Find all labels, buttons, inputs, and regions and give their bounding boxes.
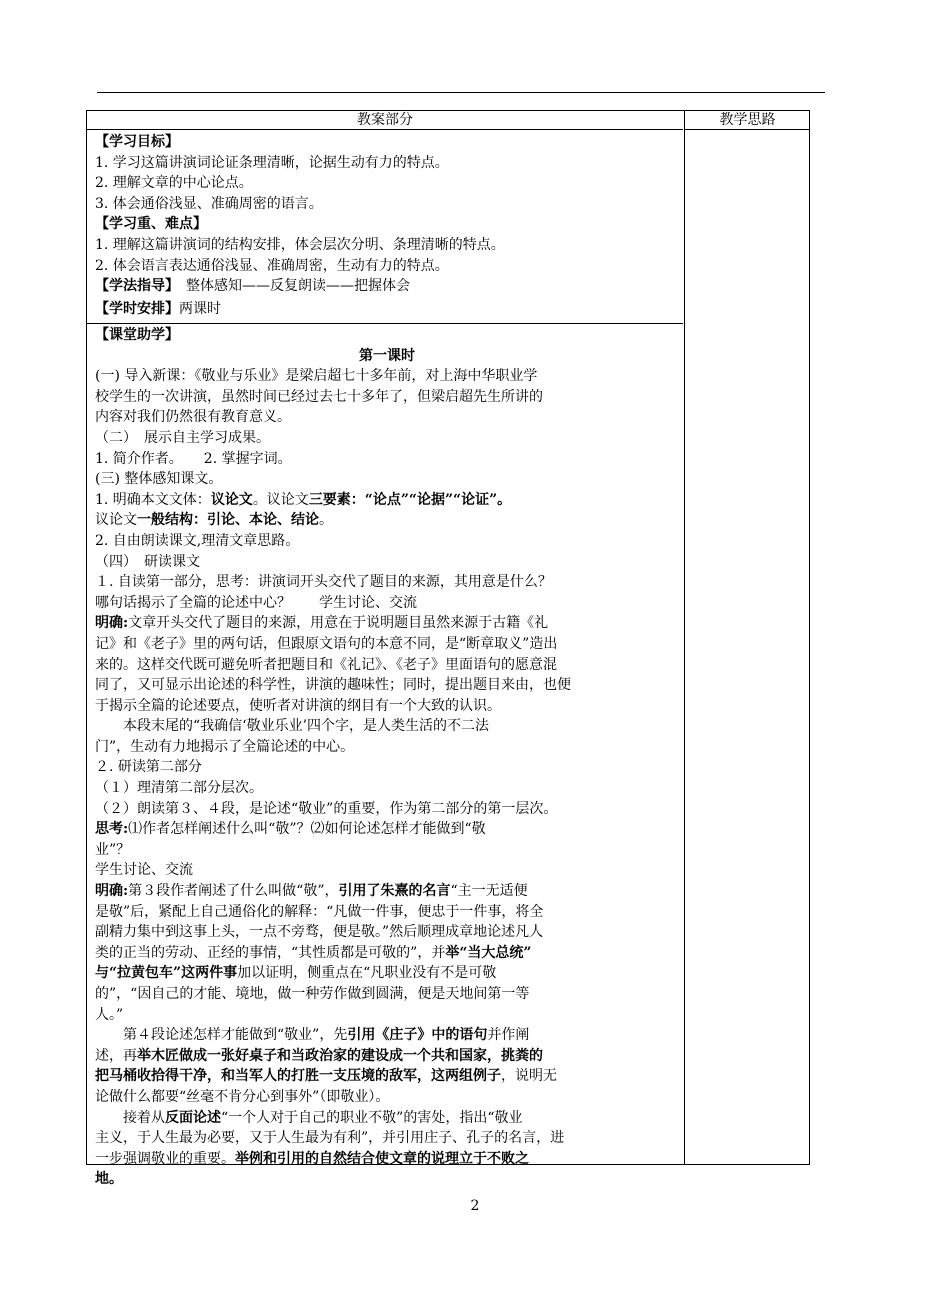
para4-line xyxy=(95,1046,679,1067)
answer-line: 于揭示全篇的论述要点，使听者对讲演的纲目有一个大致的认识。 xyxy=(95,697,501,714)
step-three: (三) 整体感知课文。 xyxy=(95,471,223,488)
para4-text: 第４段论述怎样才能做到“敬业”，先 xyxy=(95,1027,348,1044)
genre-line xyxy=(95,490,679,511)
lesson-plan-column xyxy=(87,111,683,1190)
read-aloud-line: 2. 自由朗读课文,理清文章思路。 xyxy=(95,532,300,549)
think-line xyxy=(95,819,679,840)
answer2-line: 副精力集中到这事上头，一点不旁骛，便是敬。”然后顺理成章地论述凡人 xyxy=(95,924,544,941)
discuss-line: 学生讨论、交流 xyxy=(95,862,193,879)
para5-text: 接着从 xyxy=(95,1109,165,1126)
summary-line: 本段末尾的“我确信‘敬业乐业’四个字，是人类生活的不二法 xyxy=(95,718,490,735)
para4-bold: 引用《庄子》中的语句 xyxy=(347,1027,488,1044)
para5-line xyxy=(95,1108,679,1129)
genre-bold: 议论文 xyxy=(210,491,253,508)
answer-line: 来的。这样交代既可避免听者把题目和《礼记》、《老子》里面语句的愿意混 xyxy=(95,656,557,673)
intro-line: 校学生的一次讲演，虽然时间已经过去七十多年了，但梁启超先生所讲的 xyxy=(95,388,543,405)
answer2-line: 是敬”后，紧配上自己通俗化的解释：“凡做一件事，便忠于一件事，将全 xyxy=(95,903,544,920)
keypoint-item: 2. 体会语言表达通俗浅显、准确周密，生动有力的特点。 xyxy=(95,257,449,274)
schedule-heading: 【学时安排】 xyxy=(95,300,179,317)
step-four: （四） 研读课文 xyxy=(95,553,200,570)
keypoints-heading: 【学习重、难点】 xyxy=(95,216,207,233)
answer-bold: 举“当大总统” xyxy=(445,944,532,961)
objective-item: 1. 学习这篇讲演词论证条理清晰，论据生动有力的特点。 xyxy=(95,154,449,171)
para5-bold: 反面论述 xyxy=(165,1109,221,1126)
column-header-teaching-notes: 教学思路 xyxy=(685,111,810,130)
para5-line xyxy=(95,1149,679,1170)
question-line: 哪句话揭示了全篇的论述中心？ 学生讨论、交流 xyxy=(95,594,417,611)
objective-item: 2. 理解文章的中心论点。 xyxy=(95,175,253,192)
para4-line xyxy=(95,1066,679,1087)
schedule-line xyxy=(95,299,679,320)
answer-text: 文章开头交代了题目的来源，用意在于说明题目虽然来源于古籍《礼 xyxy=(128,615,549,632)
part-two-heading: ２. 研读第二部分 xyxy=(95,759,202,776)
method-heading: 【学法指导】 xyxy=(95,278,172,295)
para5-bold: 举例和引用的自然结合使文章的说理立于不败之 xyxy=(235,1150,529,1167)
intro-line: (一) 导入新课：《敬业与乐业》是梁启超七十多年前，对上海中华职业学 xyxy=(95,368,538,385)
answer-text: 加以证明，侧重点在“凡职业没有不是可敬 xyxy=(237,965,497,982)
objectives-section xyxy=(87,130,683,324)
para4-text: ，说明无 xyxy=(501,1068,557,1085)
part-two-step: （１）理清第二部分层次。 xyxy=(95,780,263,797)
classroom-heading: 【课堂助学】 xyxy=(95,327,179,343)
structure-line xyxy=(95,510,679,531)
intro-line: 内容对我们仍然很有教育意义。 xyxy=(95,409,291,426)
objective-item: 3. 体会通俗浅显、准确周密的语言。 xyxy=(95,195,323,212)
step-two-items: 1. 简介作者。 2. 掌握字词。 xyxy=(95,450,292,467)
para4-text: 并作阐 xyxy=(487,1027,530,1044)
answer2-line xyxy=(95,943,679,964)
structure-text: 议论文 xyxy=(95,512,137,529)
answer2-line: 人。” xyxy=(95,1006,124,1023)
answer-bold: 引用了朱熹的名言 xyxy=(338,883,451,900)
think-line: 业”？ xyxy=(95,841,131,858)
para5-line: 主义，于人生最为必要，又于人生最为有利”，并引用庄子、孔子的名言，进 xyxy=(95,1130,565,1147)
para4-text: 述，再 xyxy=(95,1047,137,1064)
teaching-notes-column xyxy=(684,111,810,1164)
answer-line xyxy=(95,613,679,634)
think-text: ⑴作者怎样阐述什么叫“敬”？⑵如何论述怎样才能做到“敬 xyxy=(128,821,486,838)
keypoint-item: 1. 理解这篇讲演词的结构安排，体会层次分明、条理清晰的特点。 xyxy=(95,236,505,253)
question-line: １. 自读第一部分，思考：讲演词开头交代了题目的来源，其用意是什么？ xyxy=(95,574,552,591)
column-header-lesson-plan: 教案部分 xyxy=(87,111,683,130)
page-number: 2 xyxy=(470,1198,480,1214)
para5-text: 一步强调敬业的重要。 xyxy=(95,1150,235,1167)
answer2-line: 的”，“因自己的才能、境地，做一种劳作做到圆满，便是天地间第一等 xyxy=(95,986,530,1002)
method-text: 整体感知——反复朗读——把握体会 xyxy=(172,278,410,295)
structure-bold: 一般结构：引论、本论、结论 xyxy=(137,512,319,529)
header-rule xyxy=(97,92,825,93)
para5-text: “一个人对于自己的职业不敬”的害处，指出“敬业 xyxy=(221,1109,523,1126)
think-label: 思考: xyxy=(95,821,129,838)
answer-label: 明确: xyxy=(95,883,129,900)
objectives-heading: 【学习目标】 xyxy=(95,134,179,150)
answer-text: 第３段作者阐述了什么叫做“敬”， xyxy=(128,883,339,900)
step-two: （二） 展示自主学习成果。 xyxy=(95,429,270,446)
para4-line: 论做什么都要“丝毫不肯分心到事外”（即敬业）。 xyxy=(95,1088,390,1105)
para4-bold: 把马桶收拾得干净，和当军人的打胜一支压境的敌军，这两组例子 xyxy=(95,1068,501,1085)
answer-line: 同了，又可显示出论述的科学性，讲演的趣味性；同时，提出题目来由，也便 xyxy=(95,677,571,694)
part-two-step: （２）朗读第３、４段，是论述“敬业”的重要，作为第二部分的第一层次。 xyxy=(95,800,558,817)
three-elements: 三要素：“论点”“论据”“论证”。 xyxy=(308,491,512,508)
para4-line xyxy=(95,1025,679,1046)
answer-text: “主一无适便 xyxy=(450,883,528,900)
structure-text: 。 xyxy=(319,512,333,529)
genre-text: 。议论文 xyxy=(252,491,309,508)
answer2-line xyxy=(95,963,679,984)
lesson-plan-table xyxy=(86,110,810,1188)
method-line xyxy=(95,276,679,297)
answer-text: 类的正当的劳动、正经的事情，“其性质都是可敬的”，并 xyxy=(95,944,446,961)
lesson-title: 第一课时 xyxy=(359,347,415,364)
classroom-section xyxy=(87,324,683,1190)
answer-label: 明确: xyxy=(95,615,129,632)
genre-text: 1. 明确本文文体： xyxy=(95,491,211,508)
summary-line: 门”，生动有力地揭示了全篇论述的中心。 xyxy=(95,738,355,755)
para5-line: 地。 xyxy=(95,1171,123,1188)
answer2-line xyxy=(95,881,679,902)
answer-line: 记》和《老子》里的两句话，但跟原文语句的本意不同，是“断章取义”造出 xyxy=(95,635,558,652)
para4-bold: 举木匠做成一张好桌子和当政治家的建设成一个共和国家，挑粪的 xyxy=(137,1047,543,1064)
schedule-text: 两课时 xyxy=(179,300,221,317)
answer-bold: 与“拉黄包车”这两件事 xyxy=(95,965,238,982)
